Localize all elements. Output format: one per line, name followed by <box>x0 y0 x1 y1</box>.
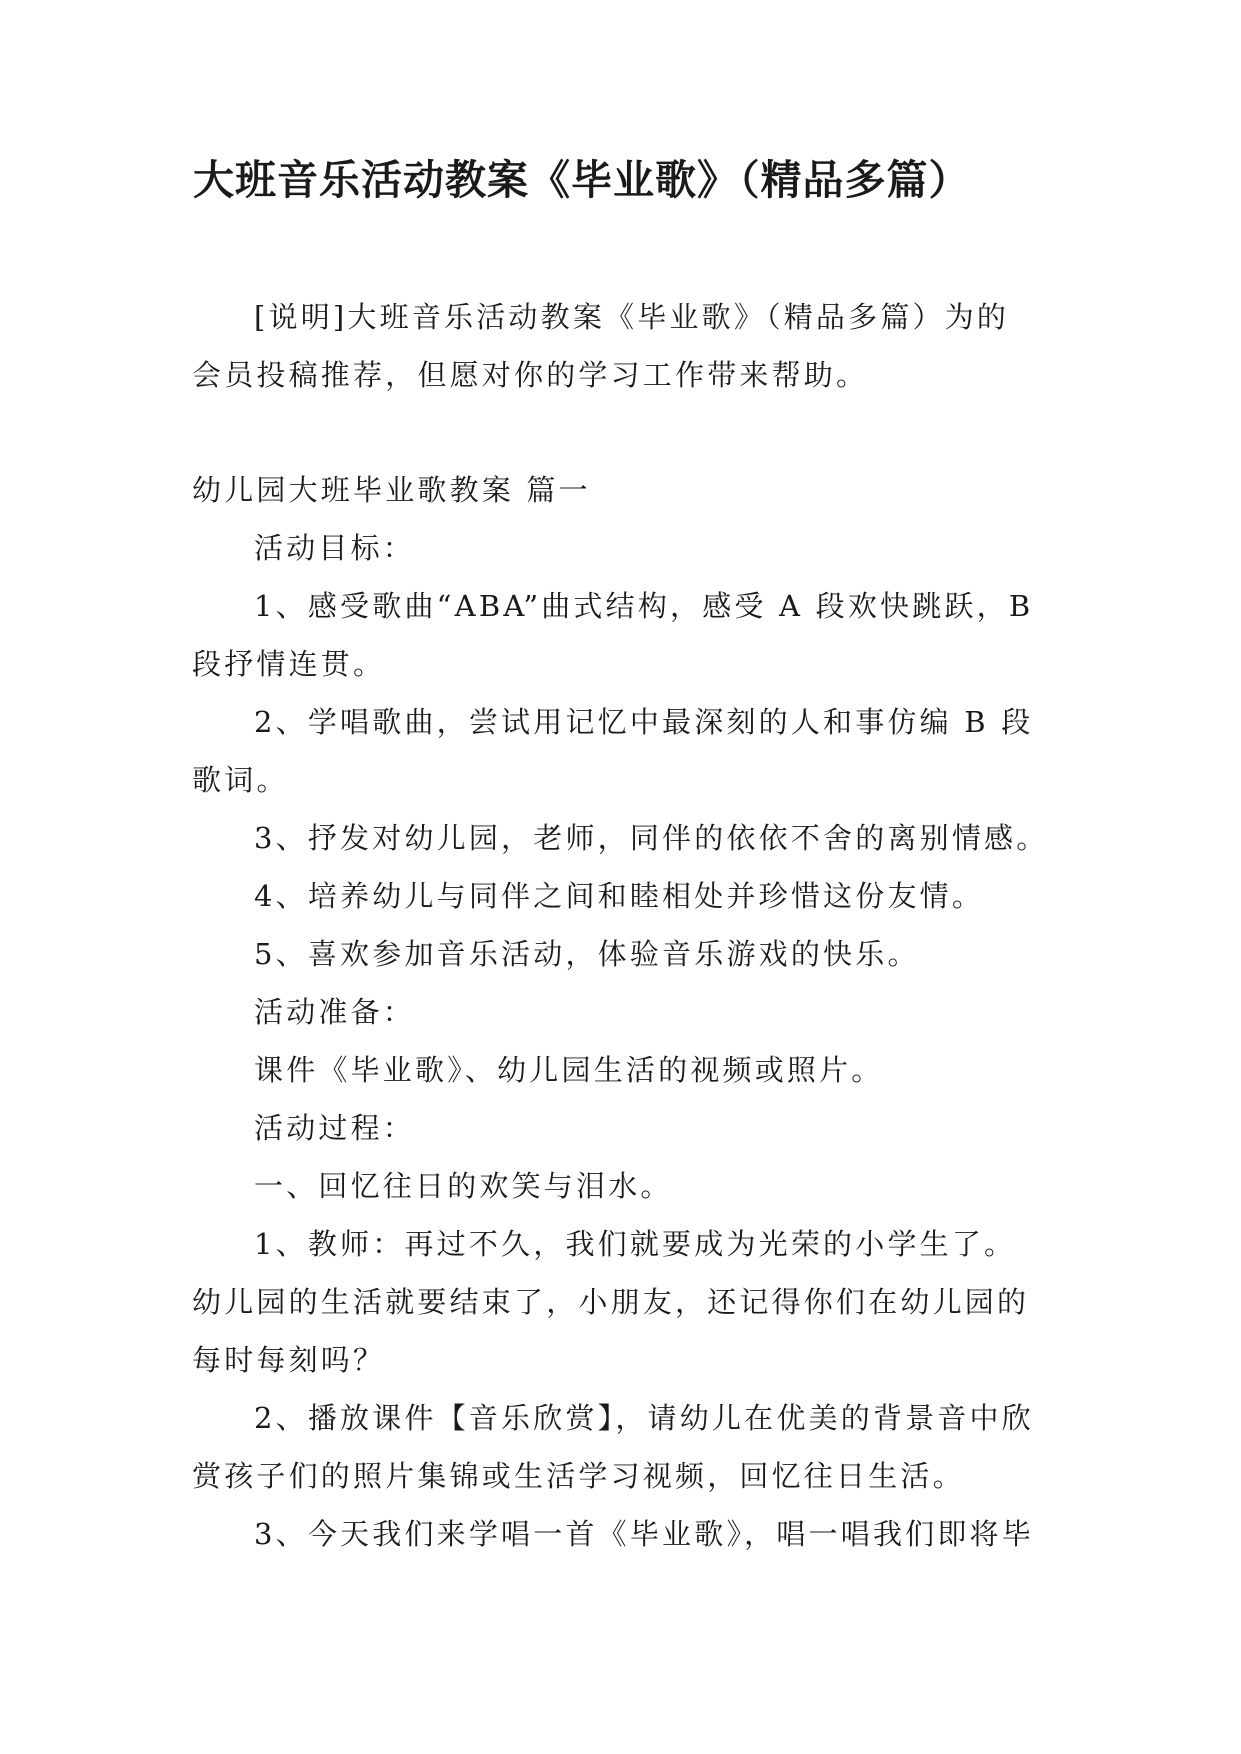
paragraph-line: 4、培养幼儿与同伴之间和睦相处并珍惜这份友情。 <box>254 879 985 913</box>
paragraph-line: 活动过程： <box>254 1111 416 1145</box>
paragraph-line: 课件《毕业歌》、幼儿园生活的视频或照片。 <box>254 1053 884 1087</box>
section-heading: 幼儿园大班毕业歌教案 篇一 <box>192 473 591 507</box>
paragraph-line: 3、抒发对幼儿园，老师，同伴的依依不舍的离别情感。 <box>254 821 1049 855</box>
paragraph-line: 段抒情连贯。 <box>192 647 386 681</box>
intro-line: [说明]大班音乐活动教案《毕业歌》（精品多篇）为的 <box>254 300 1010 334</box>
paragraph-line: 1、感受歌曲“ABA”曲式结构，感受 A 段欢快跳跃，B <box>254 589 1034 623</box>
paragraph-line: 一、回忆往日的欢笑与泪水。 <box>254 1169 673 1203</box>
paragraph-line: 3、今天我们来学唱一首《毕业歌》，唱一唱我们即将毕 <box>254 1517 1034 1551</box>
paragraph-line: 赏孩子们的照片集锦或生活学习视频，回忆往日生活。 <box>192 1459 965 1493</box>
paragraph-line: 活动目标： <box>254 531 416 565</box>
paragraph-line: 歌词。 <box>192 763 289 797</box>
document-title: 大班音乐活动教案《毕业歌》（精品多篇） <box>193 156 971 204</box>
paragraph-line: 每时每刻吗？ <box>192 1343 386 1377</box>
paragraph-line: 幼儿园的生活就要结束了，小朋友，还记得你们在幼儿园的 <box>192 1285 1030 1319</box>
document-body <box>192 288 1062 1563</box>
paragraph-line: 2、播放课件【音乐欣赏】，请幼儿在优美的背景音中欣 <box>254 1401 1034 1435</box>
paragraph-line: 1、教师：再过不久，我们就要成为光荣的小学生了。 <box>254 1227 1017 1261</box>
paragraph-lines <box>192 519 1062 1563</box>
paragraph-line: 活动准备： <box>254 995 416 1029</box>
paragraph-line: 2、学唱歌曲，尝试用记忆中最深刻的人和事仿编 B 段 <box>254 705 1034 739</box>
intro-line: 会员投稿推荐，但愿对你的学习工作带来帮助。 <box>192 358 869 392</box>
paragraph-line: 5、喜欢参加音乐活动，体验音乐游戏的快乐。 <box>254 937 920 971</box>
